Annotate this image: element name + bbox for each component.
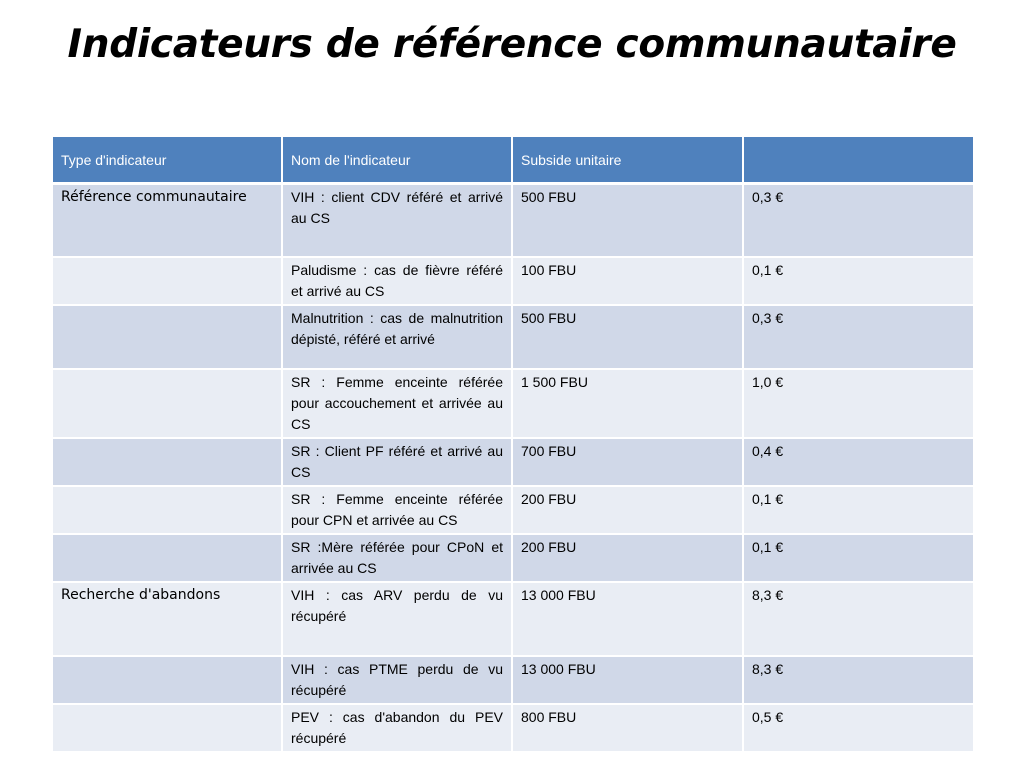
subsidy-euro-cell: 8,3 € [743,656,974,704]
subsidy-fbu-cell: 700 FBU [512,438,743,486]
subsidy-fbu-cell: 500 FBU [512,184,743,257]
indicator-name-cell: Paludisme : cas de fièvre référé et arrivé au CS [282,257,512,305]
type-cell [52,305,282,369]
indicator-name-cell: VIH : cas PTME perdu de vu récupéré [282,656,512,704]
subsidy-fbu-cell: 800 FBU [512,704,743,752]
subsidy-euro-cell: 1,0 € [743,369,974,438]
subsidy-euro-cell: 0,3 € [743,184,974,257]
type-cell [52,438,282,486]
subsidy-fbu-cell: 13 000 FBU [512,656,743,704]
type-cell [52,534,282,582]
type-cell [52,369,282,438]
subsidy-fbu-cell: 500 FBU [512,305,743,369]
type-cell: Recherche d'abandons [52,582,282,656]
subsidy-fbu-cell: 13 000 FBU [512,582,743,656]
indicator-name-cell: SR : Client PF référé et arrivé au CS [282,438,512,486]
type-cell [52,257,282,305]
subsidy-fbu-cell: 200 FBU [512,486,743,534]
indicator-name-cell: VIH : client CDV référé et arrivé au CS [282,184,512,257]
type-cell [52,486,282,534]
header-name: Nom de l'indicateur [282,136,512,184]
table-row [52,305,974,369]
table-row [52,656,974,704]
header-subsidy: Subside unitaire [512,136,743,184]
table-row [52,582,974,656]
subsidy-euro-cell: 0,1 € [743,534,974,582]
subsidy-fbu-cell: 1 500 FBU [512,369,743,438]
type-cell [52,704,282,752]
table-row [52,704,974,752]
indicator-name-cell: VIH : cas ARV perdu de vu récupéré [282,582,512,656]
subsidy-euro-cell: 0,5 € [743,704,974,752]
subsidy-fbu-cell: 200 FBU [512,534,743,582]
table-row [52,257,974,305]
subsidy-euro-cell: 0,3 € [743,305,974,369]
indicator-name-cell: SR : Femme enceinte référée pour CPN et arrivée au CS [282,486,512,534]
subsidy-euro-cell: 0,4 € [743,438,974,486]
header-type: Type d'indicateur [52,136,282,184]
table-row [52,534,974,582]
table-row [52,486,974,534]
subsidy-fbu-cell: 100 FBU [512,257,743,305]
slide-title: Indicateurs de référence communautaire [67,22,957,67]
header-euro [743,136,974,184]
type-cell [52,656,282,704]
indicators-table [51,135,975,753]
table-row [52,369,974,438]
subsidy-euro-cell: 0,1 € [743,257,974,305]
subsidy-euro-cell: 0,1 € [743,486,974,534]
indicator-name-cell: PEV : cas d'abandon du PEV récupéré [282,704,512,752]
subsidy-euro-cell: 8,3 € [743,582,974,656]
table-row [52,438,974,486]
indicator-name-cell: SR : Femme enceinte référée pour accouchement et arrivée au CS [282,369,512,438]
indicator-name-cell: Malnutrition : cas de malnutrition dépisté, référé et arrivé [282,305,512,369]
table-header-row [52,136,974,184]
indicator-name-cell: SR :Mère référée pour CPoN et arrivée au CS [282,534,512,582]
table-row [52,184,974,257]
type-cell: Référence communautaire [52,184,282,257]
